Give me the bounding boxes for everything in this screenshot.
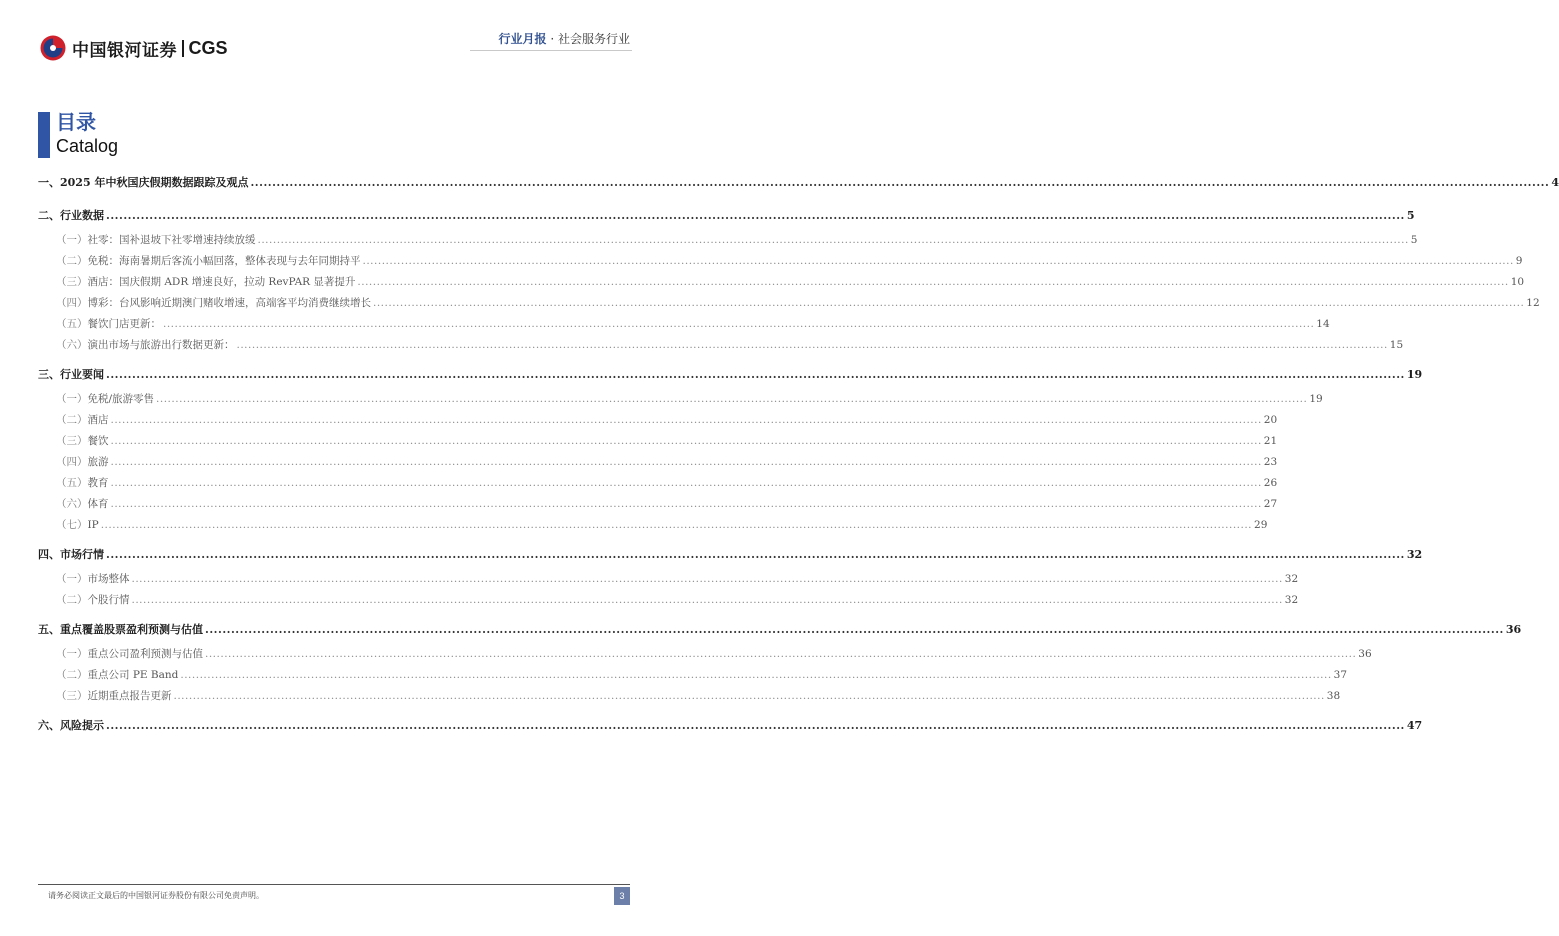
toc-chapter-entry[interactable]: [38, 544, 1423, 571]
toc-leader-dots: ............................................................................................................................................................................................................................................................................................................: [110, 477, 1262, 489]
toc-entry-page: 36: [1505, 623, 1522, 636]
toc-entry-number: （五）: [56, 477, 88, 489]
toc-entry-title: 2025 年中秋国庆假期数据跟踪及观点: [60, 176, 249, 189]
report-category: [498, 30, 630, 47]
toc-leader-dots: ............................................................................................................................................................................................................................................................................................................: [373, 297, 1525, 309]
toc-section-entry[interactable]: [38, 274, 1525, 295]
toc-section-entry[interactable]: [38, 667, 1348, 688]
toc-entry-number: 二、: [38, 209, 60, 222]
toc-entry-title: 酒店: [87, 414, 109, 426]
toc-leader-dots: ............................................................................................................................................................................................................................................................................................................: [106, 719, 1405, 732]
toc-entry-number: （三）: [56, 690, 88, 702]
toc-entry-number: （二）: [56, 255, 88, 267]
toc-chapter-entry[interactable]: [38, 172, 1559, 199]
toc-entry-title: 行业数据: [60, 209, 104, 222]
toc-accent-bar: [38, 112, 50, 158]
toc-entry-number: 六、: [38, 719, 60, 732]
toc-entry-page: 12: [1526, 297, 1540, 309]
toc-chapter-entry[interactable]: [38, 619, 1522, 646]
company-logo: [40, 34, 228, 62]
toc-entry-number: （四）: [56, 456, 88, 468]
toc-entry-page: 21: [1263, 435, 1278, 447]
toc-leader-dots: ............................................................................................................................................................................................................................................................................................................: [131, 573, 1283, 585]
report-type: 行业月报: [498, 32, 547, 46]
toc-leader-dots: ............................................................................................................................................................................................................................................................................................................: [173, 690, 1325, 702]
toc-section-entry[interactable]: [38, 433, 1278, 454]
toc-entry-page: 38: [1326, 690, 1341, 702]
toc-entry-title: 博彩：台风影响近期澳门赌收增速，高端客平均消费继续增长: [87, 297, 371, 309]
toc-leader-dots: ............................................................................................................................................................................................................................................................................................................: [357, 276, 1509, 288]
header-separator: ·: [550, 32, 555, 46]
toc-entry-title: 重点覆盖股票盈利预测与估值: [60, 623, 203, 636]
toc-entry-title: 免税：海南暑期后客流小幅回落，整体表现与去年同期持平: [87, 255, 361, 267]
footer-disclaimer: 请务必阅读正文最后的中国银河证券股份有限公司免责声明。: [48, 891, 264, 900]
toc-leader-dots: ............................................................................................................................................................................................................................................................................................................: [236, 339, 1388, 351]
toc-entry-title: 市场整体: [87, 573, 130, 585]
toc-entry-number: （一）: [56, 234, 88, 246]
toc-entry-title: 重点公司 PE Band: [87, 669, 179, 681]
toc-entry-page: 9: [1515, 255, 1523, 267]
toc-section-entry[interactable]: [38, 316, 1330, 337]
toc-entry-title: 餐饮门店更新：: [87, 318, 161, 330]
toc-entry-number: （六）: [56, 498, 88, 510]
toc-entry-number: （三）: [56, 435, 88, 447]
header-divider: [470, 50, 632, 51]
toc-entry-page: 5: [1406, 209, 1415, 222]
toc-entry-number: 五、: [38, 623, 60, 636]
toc-entry-page: 15: [1389, 339, 1404, 351]
toc-section-entry[interactable]: [38, 253, 1523, 274]
toc-entry-page: 32: [1284, 573, 1299, 585]
toc-entry-number: （一）: [56, 393, 88, 405]
toc-leader-dots: ............................................................................................................................................................................................................................................................................................................: [110, 435, 1262, 447]
toc-leader-dots: ............................................................................................................................................................................................................................................................................................................: [362, 255, 1514, 267]
table-of-contents: [38, 172, 1559, 742]
toc-entry-page: 14: [1316, 318, 1330, 330]
toc-section-entry[interactable]: [38, 454, 1278, 475]
toc-entry-page: 4: [1551, 176, 1559, 189]
toc-entry-title: 近期重点报告更新: [87, 690, 172, 702]
toc-entry-page: 36: [1358, 648, 1372, 660]
toc-section-entry[interactable]: [38, 517, 1268, 538]
toc-entry-title: 教育: [87, 477, 109, 489]
toc-section-entry[interactable]: [38, 496, 1278, 517]
toc-leader-dots: ............................................................................................................................................................................................................................................................................................................: [205, 623, 1504, 636]
toc-leader-dots: ............................................................................................................................................................................................................................................................................................................: [131, 594, 1283, 606]
toc-entry-number: （七）: [56, 519, 88, 531]
toc-section-entry[interactable]: [38, 391, 1323, 412]
toc-entry-title: 社零：国补退坡下社零增速持续放缓: [87, 234, 256, 246]
toc-entry-page: 19: [1309, 393, 1323, 405]
toc-entry-number: （二）: [56, 669, 88, 681]
toc-leader-dots: ............................................................................................................................................................................................................................................................................................................: [163, 318, 1315, 330]
toc-section-entry[interactable]: [38, 337, 1404, 358]
toc-entry-number: 一、: [38, 176, 60, 189]
toc-entry-number: （三）: [56, 276, 88, 288]
toc-entry-title: 风险提示: [60, 719, 104, 732]
toc-entry-page: 27: [1263, 498, 1278, 510]
toc-leader-dots: ............................................................................................................................................................................................................................................................................................................: [100, 519, 1253, 531]
toc-entry-number: （一）: [56, 648, 88, 660]
toc-entry-title: 免税/旅游零售: [87, 393, 155, 405]
toc-entry-title: 餐饮: [87, 435, 109, 447]
toc-leader-dots: ............................................................................................................................................................................................................................................................................................................: [156, 393, 1308, 405]
toc-title-en: Catalog: [56, 136, 119, 156]
toc-entry-title: 行业要闻: [60, 368, 104, 381]
toc-chapter-entry[interactable]: [38, 364, 1423, 391]
toc-entry-title: 演出市场与旅游出行数据更新：: [87, 339, 235, 351]
toc-entry-page: 10: [1510, 276, 1525, 288]
toc-entry-page: 19: [1406, 368, 1423, 381]
toc-entry-page: 29: [1254, 519, 1268, 531]
page-header: [0, 0, 662, 70]
toc-entry-number: 三、: [38, 368, 60, 381]
toc-section-entry[interactable]: [38, 571, 1299, 592]
toc-entry-page: 5: [1410, 234, 1418, 246]
toc-entry-title: 市场行情: [60, 548, 104, 561]
toc-entry-title: 旅游: [87, 456, 109, 468]
industry-name: 社会服务行业: [557, 32, 630, 46]
toc-leader-dots: ............................................................................................................................................................................................................................................................................................................: [110, 456, 1262, 468]
toc-entry-number: （五）: [56, 318, 88, 330]
toc-leader-dots: ............................................................................................................................................................................................................................................................................................................: [205, 648, 1357, 660]
toc-section-entry[interactable]: [38, 688, 1341, 709]
toc-entry-number: （四）: [56, 297, 88, 309]
toc-section-entry[interactable]: [38, 475, 1278, 496]
toc-leader-dots: ............................................................................................................................................................................................................................................................................................................: [110, 414, 1262, 426]
toc-section-entry[interactable]: [38, 412, 1278, 433]
page-number: 3: [614, 887, 630, 905]
toc-section-entry[interactable]: [38, 646, 1372, 667]
toc-entry-title: 个股行情: [87, 594, 130, 606]
toc-entry-title: IP: [87, 519, 99, 531]
toc-leader-dots: ............................................................................................................................................................................................................................................................................................................: [180, 669, 1332, 681]
logo-chinese-name: 中国银河证券: [72, 40, 177, 61]
footer-divider: [38, 884, 630, 885]
toc-entry-page: 32: [1284, 594, 1299, 606]
logo-divider: [182, 40, 184, 57]
toc-entry-page: 26: [1263, 477, 1278, 489]
toc-entry-title: 重点公司盈利预测与估值: [87, 648, 203, 660]
toc-title-cn: 目录: [56, 110, 96, 134]
toc-entry-page: 20: [1263, 414, 1278, 426]
toc-leader-dots: ............................................................................................................................................................................................................................................................................................................: [250, 176, 1550, 189]
logo-english-name: CGS: [188, 37, 228, 58]
toc-leader-dots: ............................................................................................................................................................................................................................................................................................................: [257, 234, 1409, 246]
toc-section-entry[interactable]: [38, 232, 1418, 253]
toc-entry-page: 23: [1263, 456, 1278, 468]
toc-entry-number: （六）: [56, 339, 88, 351]
toc-chapter-entry[interactable]: [38, 715, 1423, 742]
toc-leader-dots: ............................................................................................................................................................................................................................................................................................................: [106, 209, 1405, 222]
toc-chapter-entry[interactable]: [38, 205, 1415, 232]
toc-section-entry[interactable]: [38, 592, 1299, 613]
toc-leader-dots: ............................................................................................................................................................................................................................................................................................................: [106, 548, 1405, 561]
toc-entry-number: （一）: [56, 573, 88, 585]
toc-entry-title: 体育: [87, 498, 109, 510]
cgs-logo-icon: [40, 35, 66, 61]
toc-entry-number: 四、: [38, 548, 60, 561]
toc-entry-number: （二）: [56, 414, 88, 426]
toc-entry-page: 37: [1333, 669, 1348, 681]
toc-entry-page: 47: [1406, 719, 1423, 732]
toc-entry-title: 酒店：国庆假期 ADR 增速良好，拉动 RevPAR 显著提升: [87, 276, 356, 288]
toc-section-entry[interactable]: [38, 295, 1540, 316]
toc-leader-dots: ............................................................................................................................................................................................................................................................................................................: [110, 498, 1262, 510]
toc-entry-page: 32: [1406, 548, 1423, 561]
toc-entry-number: （二）: [56, 594, 88, 606]
toc-leader-dots: ............................................................................................................................................................................................................................................................................................................: [106, 368, 1405, 381]
